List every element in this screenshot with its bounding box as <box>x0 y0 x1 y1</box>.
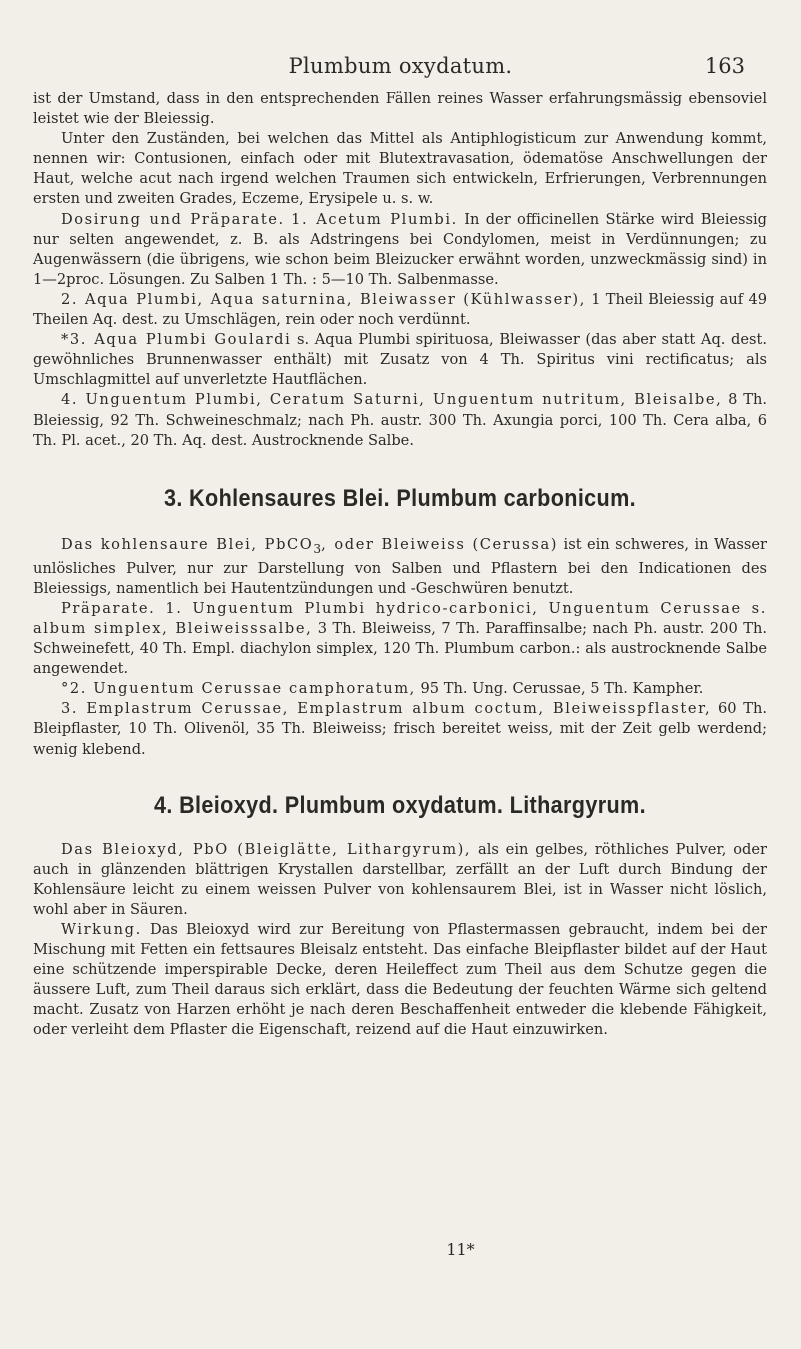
page-header <box>0 54 801 84</box>
paragraph: *3. Aqua Plumbi Goulardi s. Aqua Plumbi spirituosa, Bleiwasser (das aber statt Aq. dest. gewöhnliches Brunnenwasser enthält) mit Zusatz von 4 Th. Spiritus vini rectificatus; als Umschlagmittel auf unverletzte Hautflächen. <box>33 331 768 389</box>
paragraph: °2. Unguentum Cerussae camphoratum, 95 Th. Ung. Cerussae, 5 Th. Kampher. <box>61 680 704 698</box>
page-number: 163 <box>704 54 745 78</box>
paragraph: 4. Unguentum Plumbi, Ceratum Saturni, Unguentum nutritum, Bleisalbe, 8 Th. Bleiessig, 92 Th. Schweineschmalz; nach Ph. austr. 300 Th. Axungia porci, 100 Th. Cera alba, 6 Th. Pl. acet., 20 Th. Aq. dest. Austrocknende Salbe. <box>33 391 768 449</box>
paragraph: Wirkung. Das Bleioxyd wird zur Bereitung von Pflastermassen gebraucht, indem bei der Mischung mit Fetten ein fettsaures Bleisalz entsteht. Das einfache Bleipflaster bildet auf der Haut eine schützende imperspirable Decke, deren Heileffect zum Theil aus dem Schutze gegen die äussere Luft, zum Theil daraus sich erklärt, dass die Bedeutung der feuchten Wärme sich geltend macht. Zusatz von Harzen erhöht je nach deren Beschaffenheit entweder die klebende Fähigkeit, oder verleiht dem Pflaster die Eigenschaft, reizend auf die Haut einzuwirken. <box>33 921 767 1039</box>
paragraph: 3. Emplastrum Cerussae, Emplastrum album coctum, Bleiweisspflaster, 60 Th. Bleipflaster, 10 Th. Olivenöl, 35 Th. Bleiweiss; frisch bereitet weiss, mit der Zeit gelb werdend; wenig klebend. <box>33 700 767 758</box>
running-title: Plumbum oxydatum. <box>288 54 513 78</box>
paragraph: 2. Aqua Plumbi, Aqua saturnina, Bleiwasser (Kühlwasser), 1 Theil Bleiessig auf 49 Theilen Aq. dest. zu Umschlägen, rein oder noch verdünnt. <box>33 290 768 329</box>
paragraph: ist der Umstand, dass in den entsprechenden Fällen reines Wasser erfahrungsmässig ebensoviel leistet wie der Bleiessig. <box>33 90 767 128</box>
paragraph: Das Bleioxyd, PbO (Bleiglätte, Lithargyrum), als ein gelbes, röthliches Pulver, oder auch in glänzenden blättrigen Krystallen darstellbar, zerfällt an der Luft durch Bindung der Kohlensäure leicht zu einem weissen Pulver von kohlensaurem Blei, ist in Wasser nicht löslich, wohl aber in Säuren. <box>33 840 767 918</box>
paragraph: Präparate. 1. Unguentum Plumbi hydrico-carbonici, Unguentum Cerussae s. album simplex, Bleiweisssalbe, 3 Th. Bleiweiss, 7 Th. Paraffinsalbe; nach Ph. austr. 200 Th. Schweinefett, 40 Th. Empl. diachylon simplex, 120 Th. Plumbum carbon.: als austrocknende Salbe angewendet. <box>33 599 767 678</box>
paragraph: Das kohlensaure Blei, PbCO$_3$, oder Bleiweiss (Cerussa) ist ein schweres, in Wasser unlösliches Pulver, nur zur Darstellung von Salben und Pflastern bei den Indicationen des Bleiessigs, namentlich bei Hautentzündungen und -Geschwüren benutzt. <box>33 535 768 597</box>
paragraph: Unter den Zuständen, bei welchen das Mittel als Antiphlogisticum zur Anwendung kommt, nennen wir: Contusionen, einfach oder mit Blutextravasation, ödematöse Anschwellungen der Haut, welche acut nach irgend welchen Traumen sich entwickeln, Erfrierungen, Verbrennungen ersten und zweiten Grades, Eczeme, Erysipele u. s. w. <box>33 130 767 208</box>
signature-mark: 11* <box>446 1240 475 1259</box>
body-text <box>33 89 767 1041</box>
paragraph: Dosirung und Präparate. 1. Acetum Plumbi. In der officinellen Stärke wird Bleiessig nur selten angewendet, z. B. als Adstringens bei Condylomen, meist in Verdünnungen; zu Augenwässern (die übrigens, wie schon beim Bleizucker erwähnt worden, unzweckmässig sind) in 1—2proc. Lösungen. Zu Salben 1 Th. : 5—10 Th. Salbenmasse. <box>33 210 768 288</box>
section-heading: 4. Bleioxyd. Plumbum oxydatum. Lithargyrum. <box>154 791 646 819</box>
section-heading: 3. Kohlensaures Blei. Plumbum carbonicum. <box>163 484 637 512</box>
